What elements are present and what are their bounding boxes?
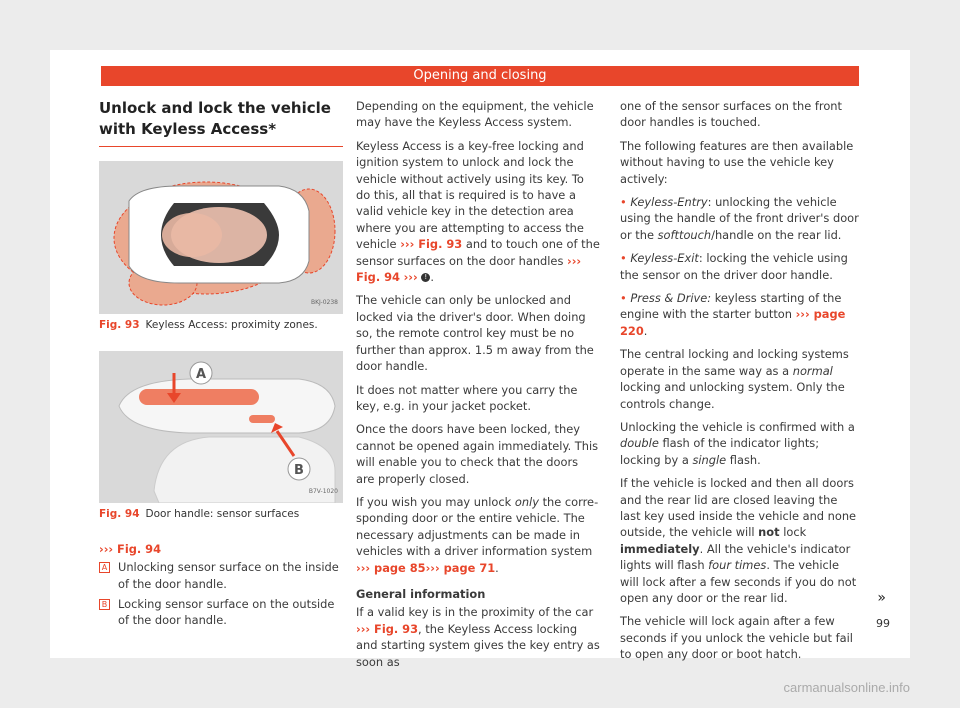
bullet-item: • Keyless-Entry: unlocking the vehicle using the handle of the front driver's door or the softtouch/handle on the rear lid. bbox=[620, 195, 859, 242]
bullet-icon: • bbox=[620, 291, 627, 306]
column-3 bbox=[620, 98, 860, 670]
legend-item bbox=[99, 596, 343, 629]
paragraph: If the vehicle is locked and then all doors and the rear lid are closed leaving the last key used inside the vehicle and none outside, the vehicle will not lock immediately. All the vehicle's indicator lights will flash four times. The vehicle will lock after a few seconds if you do not open any door or the rear lid. bbox=[620, 476, 857, 605]
legend-item bbox=[99, 559, 343, 592]
legend-text: Unlocking sensor surface on the inside of the door handle. bbox=[118, 560, 339, 591]
fig-link[interactable]: ››› Fig. 93 bbox=[356, 621, 419, 636]
page-link[interactable]: ››› page 85››› page 71 bbox=[356, 560, 496, 575]
figure-number: Fig. 94 bbox=[99, 508, 140, 521]
column-2 bbox=[356, 98, 600, 677]
figure-number: Fig. 93 bbox=[99, 319, 140, 331]
label-a: A bbox=[195, 367, 207, 383]
legend-key: B bbox=[99, 599, 110, 610]
door-handle-illustration bbox=[99, 351, 343, 503]
paragraph: Depending on the equipment, the vehicle may have the Keyless Access system. bbox=[356, 99, 594, 130]
paragraph: If you wish you may unlock only the corresponding door or the entire vehicle. The necessary adjustments can be made in vehicles with a driver information system ››› page 85››› page 71. bbox=[356, 494, 599, 575]
paragraph: Keyless Access is a key-free locking and ignition system to unlock and lock the vehicle without actively using its key. To do this, all that is required is to have a valid vehicle key in the detection area where you are attempting to access the vehicle ››› Fig. 93 and to touch one of the sensor surfaces on the door handles ››› Fig. 94 ››› ! . bbox=[356, 138, 600, 285]
chapter-header: Opening and closing bbox=[101, 66, 859, 86]
manual-page bbox=[50, 50, 910, 669]
figure-93-caption bbox=[99, 317, 343, 333]
paragraph: The vehicle will lock again after a few seconds if you unlock the vehicle but fail to open any door or boot hatch. bbox=[620, 614, 853, 662]
bullet-item: • Keyless-Exit: locking the vehicle using the sensor on the driver door handle. bbox=[620, 251, 848, 282]
paragraph: one of the sensor surfaces on the front door handles is touched. bbox=[620, 99, 842, 130]
bullet-icon: • bbox=[620, 195, 627, 210]
page-number: 99 bbox=[876, 617, 890, 630]
fig-link[interactable]: ››› Fig. 94 bbox=[356, 253, 582, 285]
figure-code: B7V-1020 bbox=[308, 488, 338, 495]
fig-link[interactable]: ››› Fig. 93 bbox=[400, 237, 463, 252]
paragraph: The following features are then available without having to use the vehicle key actively: bbox=[620, 138, 854, 186]
figure-93 bbox=[99, 161, 343, 314]
paragraph: Once the doors have been locked, they cannot be opened again immediately. This will enable you to check that the doors are properly closed. bbox=[356, 422, 599, 486]
column-1 bbox=[99, 98, 343, 633]
legend-key: A bbox=[99, 562, 110, 573]
label-b: B bbox=[294, 463, 304, 479]
warning-icon: ! bbox=[421, 273, 430, 282]
paragraph: It does not matter where you carry the key, e.g. in your jacket pocket. bbox=[356, 382, 578, 413]
subheading: General information bbox=[356, 586, 486, 601]
figure-94-caption bbox=[99, 506, 343, 522]
paragraph: The vehicle can only be unlocked and locked via the driver's door. When doing so, the remote control key must be no further than approx. 1.5 m away from the door handle. bbox=[356, 293, 594, 374]
paragraph: Unlocking the vehicle is confirmed with a double flash of the indicator lights; locking by a single flash. bbox=[620, 419, 855, 467]
legend-ref[interactable]: ››› Fig. 94 bbox=[99, 541, 162, 556]
caption-text: Door handle: sensor surfaces bbox=[145, 508, 300, 521]
continue-marker: » bbox=[877, 590, 886, 606]
legend bbox=[99, 541, 343, 629]
paragraph: The central locking and locking systems operate in the same way as a normal locking and unlocking system. Only the controls change. bbox=[620, 347, 849, 411]
bullet-icon: • bbox=[620, 251, 627, 266]
legend-text: Locking sensor surface on the outside of the door handle. bbox=[118, 597, 335, 628]
bullet-item: • Press & Drive: keyless starting of the engine with the starter button ››› page 220. bbox=[620, 291, 846, 338]
caption-text: Keyless Access: proximity zones. bbox=[145, 319, 318, 331]
figure-code: BKJ-0238 bbox=[310, 298, 338, 306]
watermark: carmanualsonline.info bbox=[783, 680, 910, 695]
page-link[interactable]: ››› page 220 bbox=[620, 307, 846, 338]
paragraph: If a valid key is in the proximity of the car ››› Fig. 93, the Keyless Access locking and starting system gives the key entry as soon as bbox=[356, 605, 600, 669]
section-title: Unlock and lock the vehicle with Keyless Access* bbox=[99, 98, 343, 147]
car-top-view-illustration bbox=[99, 161, 343, 314]
figure-94 bbox=[99, 351, 343, 503]
